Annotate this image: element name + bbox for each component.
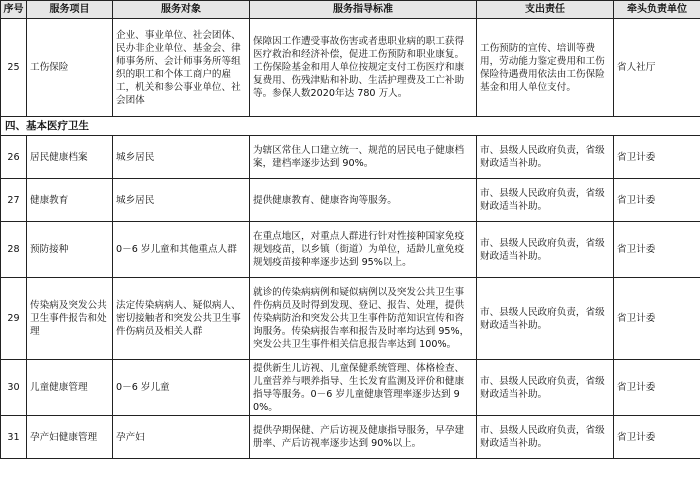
row-duty: 市、县级人民政府负责，省级财政适当补助。 bbox=[477, 136, 614, 179]
row-unit: 省卫计委 bbox=[614, 416, 700, 459]
header-row bbox=[1, 1, 700, 19]
header-item: 服务项目 bbox=[27, 1, 113, 19]
table-row bbox=[1, 19, 700, 117]
row-duty: 市、县级人民政府负责，省级财政适当补助。 bbox=[477, 179, 614, 222]
header-num: 序号 bbox=[1, 1, 27, 19]
row-num: 28 bbox=[1, 222, 27, 278]
row-num: 25 bbox=[1, 19, 27, 117]
row-unit: 省卫计委 bbox=[614, 278, 700, 360]
row-unit: 省人社厅 bbox=[614, 19, 700, 117]
table-row bbox=[1, 360, 700, 416]
row-num: 26 bbox=[1, 136, 27, 179]
row-unit: 省卫计委 bbox=[614, 222, 700, 278]
row-unit: 省卫计委 bbox=[614, 136, 700, 179]
row-num: 30 bbox=[1, 360, 27, 416]
row-target: 孕产妇 bbox=[113, 416, 250, 459]
row-item: 传染病及突发公共卫生事件报告和处理 bbox=[27, 278, 113, 360]
row-target: 城乡居民 bbox=[113, 136, 250, 179]
row-item: 儿童健康管理 bbox=[27, 360, 113, 416]
row-unit: 省卫计委 bbox=[614, 179, 700, 222]
row-target: 城乡居民 bbox=[113, 179, 250, 222]
row-standard: 提供健康教育、健康咨询等服务。 bbox=[250, 179, 477, 222]
section-row bbox=[1, 117, 700, 136]
row-target: 法定传染病病人、疑似病人、密切接触者和突发公共卫生事件伤病员及相关人群 bbox=[113, 278, 250, 360]
table-row bbox=[1, 416, 700, 459]
table-row bbox=[1, 136, 700, 179]
row-item: 孕产妇健康管理 bbox=[27, 416, 113, 459]
row-item: 健康教育 bbox=[27, 179, 113, 222]
row-standard: 就诊的传染病病例和疑似病例以及突发公共卫生事件伤病员及时得到发现、登记、报告、处理，提供传染病防治和突发公共卫生事件防范知识宣传和咨询服务。传染病报告率和报告及时率均达到 95%，突发公共卫生事件相关信息报告率达到 100%。 bbox=[250, 278, 477, 360]
row-duty: 市、县级人民政府负责，省级财政适当补助。 bbox=[477, 222, 614, 278]
row-duty: 工伤预防的宣传、培训等费用，劳动能力鉴定费用和工伤保险待遇费用依法由工伤保险基金和用人单位支付。 bbox=[477, 19, 614, 117]
row-item: 居民健康档案 bbox=[27, 136, 113, 179]
header-duty: 支出责任 bbox=[477, 1, 614, 19]
section-title: 四、基本医疗卫生 bbox=[1, 117, 700, 136]
row-target: 0－6 岁儿童和其他重点人群 bbox=[113, 222, 250, 278]
row-standard: 提供新生儿访视、儿童保健系统管理、体格检查、儿童营养与喂养指导、生长发育监测及评价和健康指导等服务。0－6 岁儿童健康管理率逐步达到 90%。 bbox=[250, 360, 477, 416]
row-item: 工伤保险 bbox=[27, 19, 113, 117]
row-duty: 市、县级人民政府负责，省级财政适当补助。 bbox=[477, 416, 614, 459]
row-item: 预防接种 bbox=[27, 222, 113, 278]
row-target: 企业、事业单位、社会团体、民办非企业单位、基金会、律师事务所、会计师事务所等组织的职工和个体工商户的雇工，机关和参公事业单位、社会团体 bbox=[113, 19, 250, 117]
table-row bbox=[1, 179, 700, 222]
row-num: 27 bbox=[1, 179, 27, 222]
header-unit: 牵头负责单位 bbox=[614, 1, 700, 19]
row-duty: 市、县级人民政府负责，省级财政适当补助。 bbox=[477, 360, 614, 416]
row-num: 29 bbox=[1, 278, 27, 360]
header-standard: 服务指导标准 bbox=[250, 1, 477, 19]
row-target: 0－6 岁儿童 bbox=[113, 360, 250, 416]
row-duty: 市、县级人民政府负责，省级财政适当补助。 bbox=[477, 278, 614, 360]
header-target: 服务对象 bbox=[113, 1, 250, 19]
row-standard: 为辖区常住人口建立统一、规范的居民电子健康档案，建档率逐步达到 90%。 bbox=[250, 136, 477, 179]
row-standard: 提供孕期保健、产后访视及健康指导服务，早孕建册率、产后访视率逐步达到 90%以上。 bbox=[250, 416, 477, 459]
table-row bbox=[1, 222, 700, 278]
table-row bbox=[1, 278, 700, 360]
row-standard: 在重点地区，对重点人群进行针对性接种国家免疫规划疫苗，以乡镇（街道）为单位，适龄儿童免疫规划疫苗接种率逐步达到 95%以上。 bbox=[250, 222, 477, 278]
row-num: 31 bbox=[1, 416, 27, 459]
row-standard: 保障因工作遭受事故伤害或者患职业病的职工获得医疗救治和经济补偿，促进工伤预防和职业康复。工伤保险基金和用人单位按规定支付工伤医疗和康复费用、伤残津贴和补助、生活护理费及工亡补助等。参保人数2020年达 780 万人。 bbox=[250, 19, 477, 117]
row-unit: 省卫计委 bbox=[614, 360, 700, 416]
